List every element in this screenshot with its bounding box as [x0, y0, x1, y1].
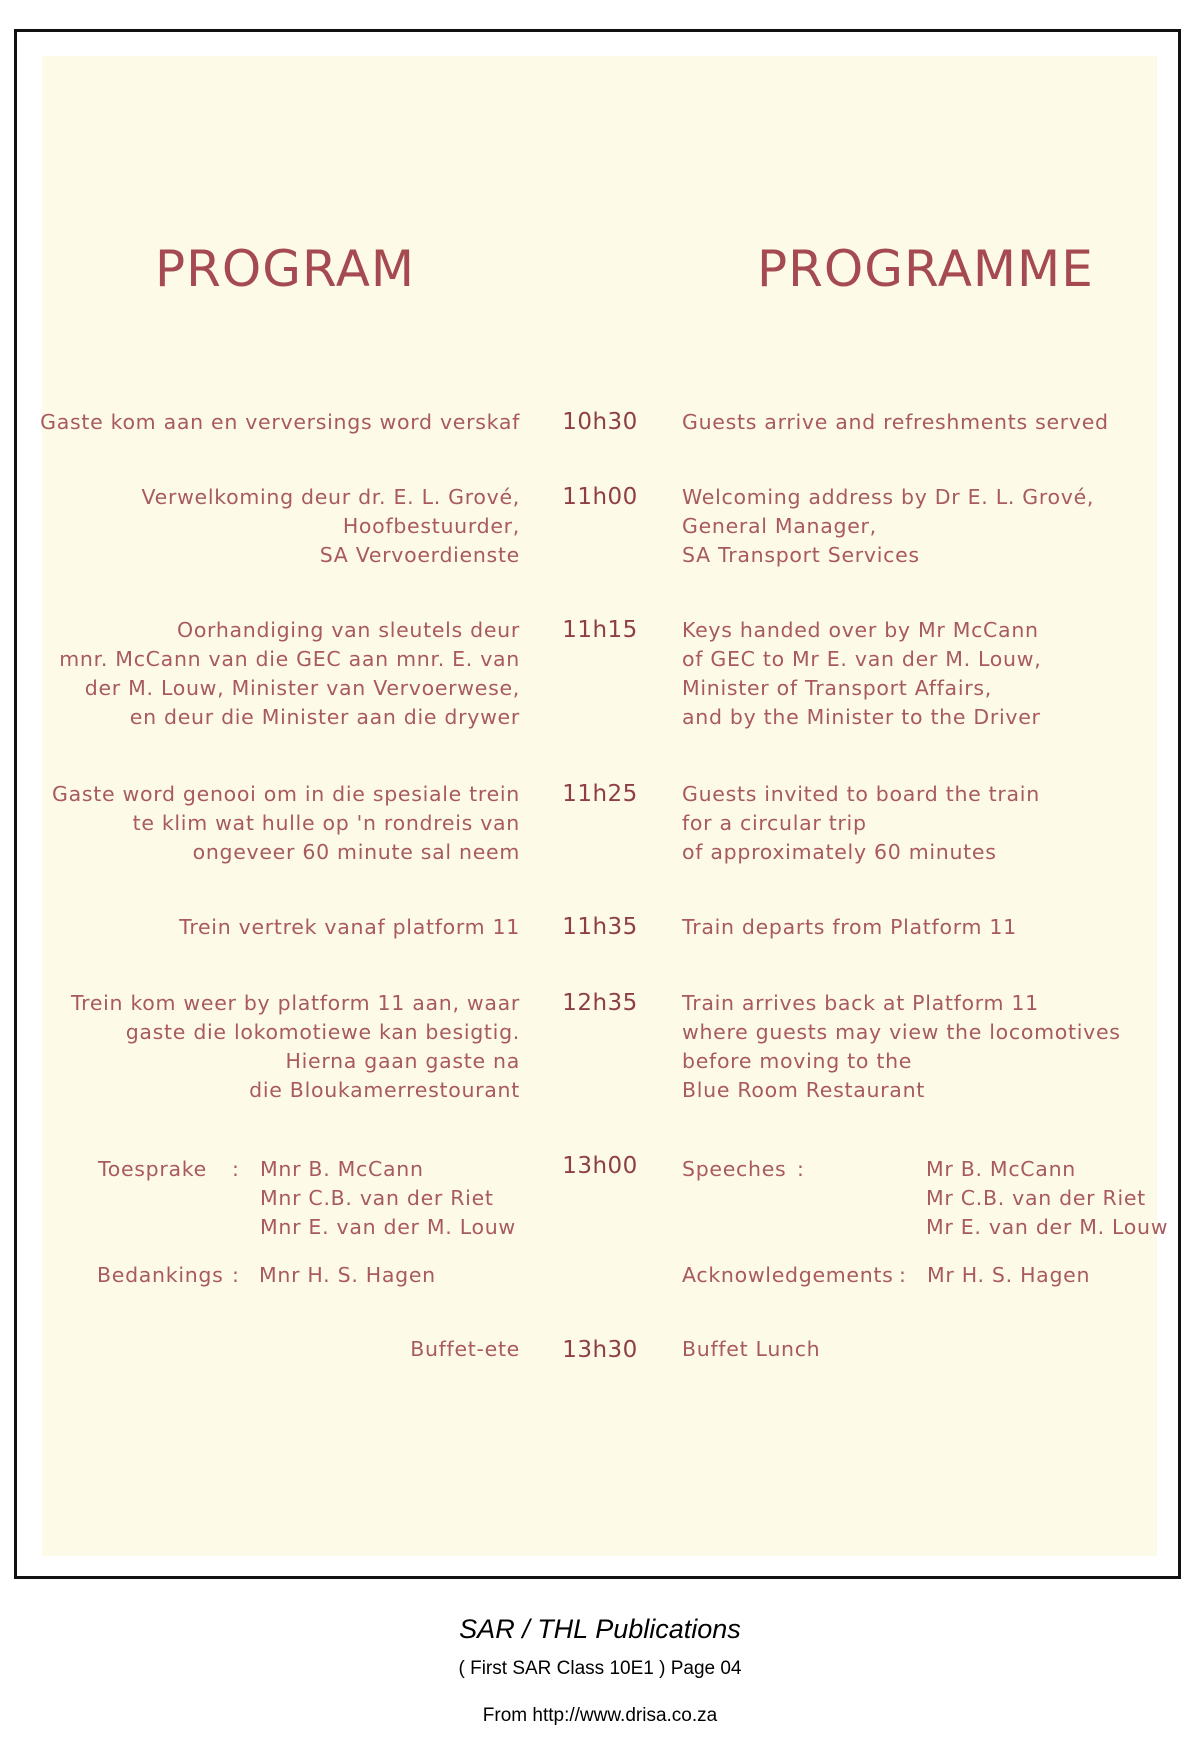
speaker-en: Mr E. van der M. Louw	[926, 1215, 1169, 1239]
footer-source: From http://www.drisa.co.za	[482, 1705, 718, 1726]
item-time: 11h15	[562, 617, 638, 643]
speaker-af: Mnr E. van der M. Louw	[260, 1215, 516, 1239]
speakers-list-en	[926, 1155, 1168, 1242]
item-line-en: SA Transport Services	[682, 543, 920, 567]
item-text-af	[40, 483, 520, 570]
item-line-en: Blue Room Restaurant	[682, 1078, 926, 1102]
item-line-af: Gaste word genooi om in die spesiale trein	[52, 782, 520, 806]
item-line-en: and by the Minister to the Driver	[682, 705, 1041, 729]
footer-page: ( First SAR Class 10E1 ) Page 04	[458, 1658, 742, 1679]
item-line-en: Guests invited to board the train	[682, 782, 1040, 806]
lunch-af: Buffet-ete	[410, 1337, 520, 1361]
item-line-af: die Bloukamerrestourant	[249, 1078, 520, 1102]
speeches-colon-en: :	[797, 1157, 805, 1181]
item-line-en: General Manager,	[682, 514, 877, 538]
item-line-af: ongeveer 60 minute sal neem	[192, 840, 520, 864]
speaker-af: Mnr C.B. van der Riet	[260, 1186, 494, 1210]
speaker-af: Mnr B. McCann	[260, 1157, 424, 1181]
item-line-en: of GEC to Mr E. van der M. Louw,	[682, 647, 1042, 671]
item-line-af: mnr. McCann van die GEC aan mnr. E. van	[59, 647, 520, 671]
item-line-en: Guests arrive and refreshments served	[682, 410, 1109, 434]
speakers-list-af	[260, 1155, 516, 1242]
item-line-en: Welcoming address by Dr E. L. Grové,	[682, 485, 1095, 509]
item-text-en	[682, 408, 1162, 437]
item-time: 11h35	[562, 914, 638, 940]
item-time: 12h35	[562, 990, 638, 1016]
lunch-en: Buffet Lunch	[682, 1337, 821, 1361]
item-line-af: der M. Louw, Minister van Vervoerwese,	[84, 676, 520, 700]
speaker-en: Mr C.B. van der Riet	[926, 1186, 1146, 1210]
program-title-afrikaans: PROGRAM	[155, 240, 416, 298]
item-time: 11h25	[562, 781, 638, 807]
item-line-af: SA Vervoerdienste	[319, 543, 520, 567]
item-line-af: Gaste kom aan en verversings word verskaf	[40, 410, 520, 434]
item-line-af: Hierna gaan gaste na	[285, 1049, 520, 1073]
item-line-en: of approximately 60 minutes	[682, 840, 997, 864]
footer-publisher: SAR / THL Publications	[459, 1614, 741, 1644]
thanks-colon-en: :	[899, 1263, 907, 1287]
item-text-en	[682, 616, 1162, 732]
item-text-en	[682, 780, 1162, 867]
item-line-en: Train arrives back at Platform 11	[682, 991, 1039, 1015]
item-line-af: Oorhandiging van sleutels deur	[176, 618, 520, 642]
speeches-label-af: Toesprake	[98, 1157, 207, 1181]
item-time: 10h30	[562, 409, 638, 435]
item-text-af	[40, 989, 520, 1105]
item-time: 11h00	[562, 484, 638, 510]
item-line-af: Verwelkoming deur dr. E. L. Grové,	[141, 485, 520, 509]
program-title-english: PROGRAMME	[757, 240, 1094, 298]
item-line-en: Keys handed over by Mr McCann	[682, 618, 1039, 642]
item-text-en	[682, 989, 1162, 1105]
item-text-af	[40, 408, 520, 437]
time-speeches: 13h00	[562, 1153, 638, 1179]
thanks-colon-af: :	[232, 1263, 240, 1287]
item-line-en: Train departs from Platform 11	[682, 915, 1017, 939]
item-text-af	[40, 780, 520, 867]
item-line-af: te klim wat hulle op 'n rondreis van	[132, 811, 520, 835]
item-line-en: where guests may view the locomotives	[682, 1020, 1121, 1044]
speaker-en: Mr B. McCann	[926, 1157, 1076, 1181]
item-line-en: Minister of Transport Affairs,	[682, 676, 992, 700]
speeches-colon-af: :	[232, 1157, 240, 1181]
item-line-af: gaste die lokomotiewe kan besigtig.	[125, 1020, 520, 1044]
item-line-af: Trein vertrek vanaf platform 11	[179, 915, 520, 939]
speeches-label-en: Speeches	[682, 1157, 787, 1181]
item-text-en	[682, 483, 1162, 570]
thanks-name-en: Mr H. S. Hagen	[927, 1263, 1091, 1287]
item-text-en	[682, 913, 1162, 942]
item-line-af: Hoofbestuurder,	[342, 514, 520, 538]
thanks-label-en: Acknowledgements	[682, 1263, 894, 1287]
item-line-af: Trein kom weer by platform 11 aan, waar	[70, 991, 520, 1015]
time-lunch: 13h30	[562, 1337, 638, 1363]
item-line-en: for a circular trip	[682, 811, 867, 835]
thanks-name-af: Mnr H. S. Hagen	[259, 1263, 436, 1287]
thanks-label-af: Bedankings	[97, 1263, 224, 1287]
item-line-en: before moving to the	[682, 1049, 913, 1073]
item-text-af	[40, 616, 520, 732]
item-line-af: en deur die Minister aan die drywer	[129, 705, 520, 729]
item-text-af	[40, 913, 520, 942]
